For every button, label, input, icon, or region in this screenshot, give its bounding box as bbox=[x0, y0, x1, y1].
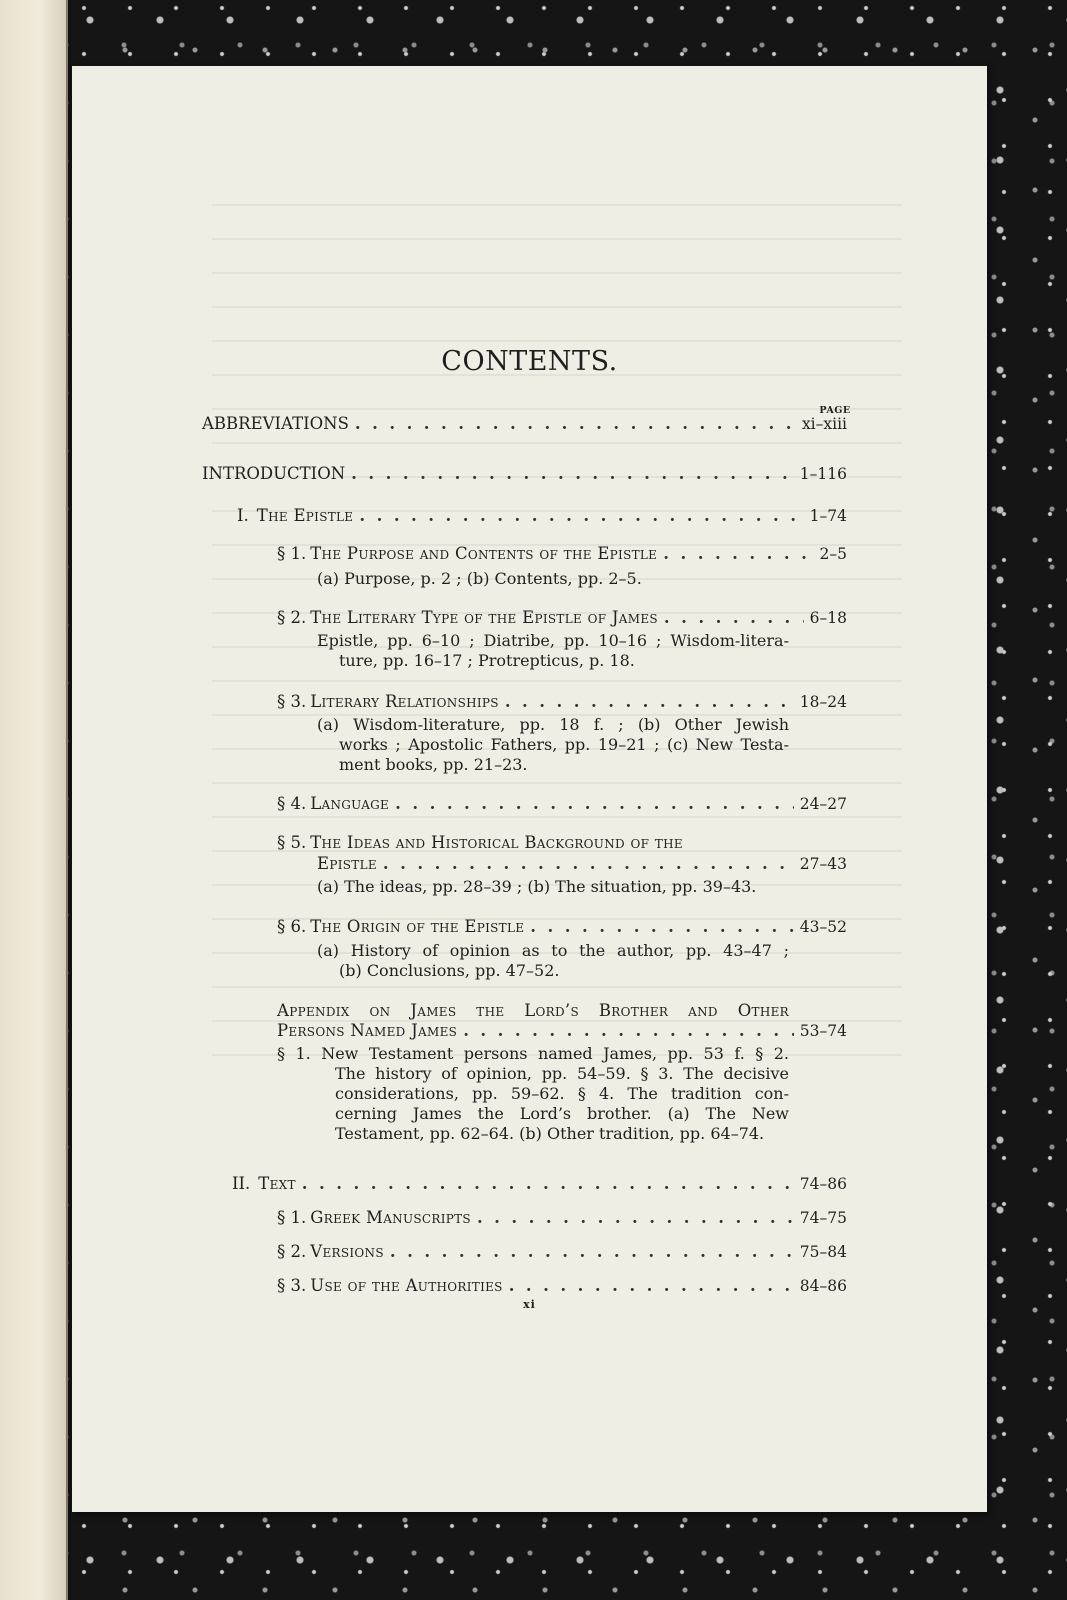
toc-label: The Epistle bbox=[256, 506, 354, 525]
toc-label: The Purpose and Contents of the Epistle bbox=[310, 544, 658, 563]
toc-label: Text bbox=[258, 1174, 296, 1193]
toc-entry-section-4 bbox=[277, 794, 847, 813]
section-number: § 1. bbox=[277, 544, 307, 563]
toc-label: Epistle bbox=[317, 854, 377, 873]
toc-entry-text-section-3 bbox=[277, 1276, 847, 1295]
dot-leader bbox=[509, 1276, 794, 1295]
dot-leader bbox=[477, 1208, 794, 1227]
page-column-header: PAGE bbox=[819, 405, 851, 416]
toc-label: The Literary Type of the Epistle of James bbox=[310, 608, 658, 627]
toc-page: 75–84 bbox=[799, 1243, 847, 1261]
toc-entry-text bbox=[232, 1174, 847, 1193]
toc-page: xi–xiii bbox=[801, 415, 847, 433]
dot-leader bbox=[505, 692, 794, 711]
toc-entry-section-5-line1 bbox=[277, 833, 789, 852]
toc-label: Versions bbox=[310, 1242, 384, 1261]
section-number: § 3. bbox=[277, 1276, 307, 1295]
toc-entry-introduction bbox=[202, 464, 847, 483]
toc-label: Language bbox=[310, 794, 390, 813]
dot-leader bbox=[302, 1174, 794, 1193]
toc-page: 43–52 bbox=[799, 918, 847, 936]
dot-leader bbox=[390, 1242, 794, 1261]
toc-label: Literary Relationships bbox=[310, 692, 499, 711]
part-number: II. bbox=[232, 1174, 251, 1193]
section-3-description: (a) Wisdom-literature, pp. 18 f. ; (b) Other Jewish works ; Apostolic Fathers, pp. 19–21 ; (c) New Testa- ment books, pp. 21–23. bbox=[317, 715, 789, 774]
dot-leader bbox=[463, 1021, 794, 1040]
toc-entry-section-6 bbox=[277, 917, 847, 936]
page-folio: xi bbox=[523, 1298, 536, 1311]
toc-page: 1–74 bbox=[809, 507, 847, 525]
toc-label: Persons Named James bbox=[277, 1021, 458, 1040]
toc-label: Use of the Authorities bbox=[310, 1276, 503, 1295]
dot-leader bbox=[664, 608, 804, 627]
section-number: § 4. bbox=[277, 794, 307, 813]
dot-leader bbox=[355, 414, 796, 433]
dot-leader bbox=[395, 794, 794, 813]
dot-leader bbox=[351, 464, 794, 483]
toc-page: 6–18 bbox=[809, 609, 847, 627]
toc-entry-text-section-2 bbox=[277, 1242, 847, 1261]
toc-label: The Ideas and Historical Background of the bbox=[310, 833, 683, 852]
page-title: CONTENTS. bbox=[441, 346, 618, 377]
contents-page bbox=[72, 66, 987, 1512]
toc-label: ABBREVIATIONS bbox=[202, 414, 349, 433]
toc-label: INTRODUCTION bbox=[202, 464, 346, 483]
toc-page: 74–86 bbox=[799, 1175, 847, 1193]
toc-entry-section-1 bbox=[277, 544, 847, 563]
section-6-description: (a) History of opinion as to the author, pp. 43–47 ; (b) Conclusions, pp. 47–52. bbox=[317, 941, 789, 980]
toc-entry-text-section-1 bbox=[277, 1208, 847, 1227]
toc-page: 18–24 bbox=[799, 693, 847, 711]
section-number: § 5. bbox=[277, 833, 307, 852]
toc-entry-section-3 bbox=[277, 692, 847, 711]
toc-entry-abbreviations bbox=[202, 414, 847, 433]
toc-entry-section-2 bbox=[277, 608, 847, 627]
toc-entry-section-5-line2 bbox=[317, 854, 847, 873]
toc-page: 1–116 bbox=[799, 465, 847, 483]
section-number: § 2. bbox=[277, 608, 307, 627]
toc-page: 74–75 bbox=[799, 1209, 847, 1227]
part-number: I. bbox=[237, 506, 249, 525]
dot-leader bbox=[383, 854, 794, 873]
section-2-description: Epistle, pp. 6–10 ; Diatribe, pp. 10–16 ; Wisdom-litera- ture, pp. 16–17 ; Protrepticus, p. 18. bbox=[317, 631, 789, 670]
toc-entry-epistle bbox=[237, 506, 847, 525]
toc-label: The Origin of the Epistle bbox=[310, 917, 525, 936]
dot-leader bbox=[530, 917, 794, 936]
toc-page: 2–5 bbox=[819, 545, 847, 563]
dot-leader bbox=[359, 506, 803, 525]
toc-page: 84–86 bbox=[799, 1277, 847, 1295]
toc-page: 27–43 bbox=[799, 855, 847, 873]
section-number: § 3. bbox=[277, 692, 307, 711]
section-number: § 6. bbox=[277, 917, 307, 936]
dot-leader bbox=[663, 544, 813, 563]
appendix-title-line1: Appendix on James the Lord’s Brother and Other bbox=[277, 1001, 789, 1020]
toc-label: Greek Manuscripts bbox=[310, 1208, 471, 1227]
toc-entry-appendix bbox=[277, 1021, 847, 1040]
section-1-description: (a) Purpose, p. 2 ; (b) Contents, pp. 2–5. bbox=[317, 569, 642, 588]
toc-page: 24–27 bbox=[799, 795, 847, 813]
section-5-description: (a) The ideas, pp. 28–39 ; (b) The situation, pp. 39–43. bbox=[317, 877, 757, 896]
facing-page-edge bbox=[0, 0, 68, 1600]
section-number: § 1. bbox=[277, 1208, 307, 1227]
section-number: § 2. bbox=[277, 1242, 307, 1261]
toc-page: 53–74 bbox=[799, 1022, 847, 1040]
appendix-description: § 1. New Testament persons named James, pp. 53 f. § 2. The history of opinion, pp. 54–59. § 3. The decisive considerations, pp. 59–62. § 4. The tradition con- cerning James the Lord’s brother. (a) The New Testament, pp. 62–64. (b) Other tradition, pp. 64–74. bbox=[277, 1044, 789, 1143]
